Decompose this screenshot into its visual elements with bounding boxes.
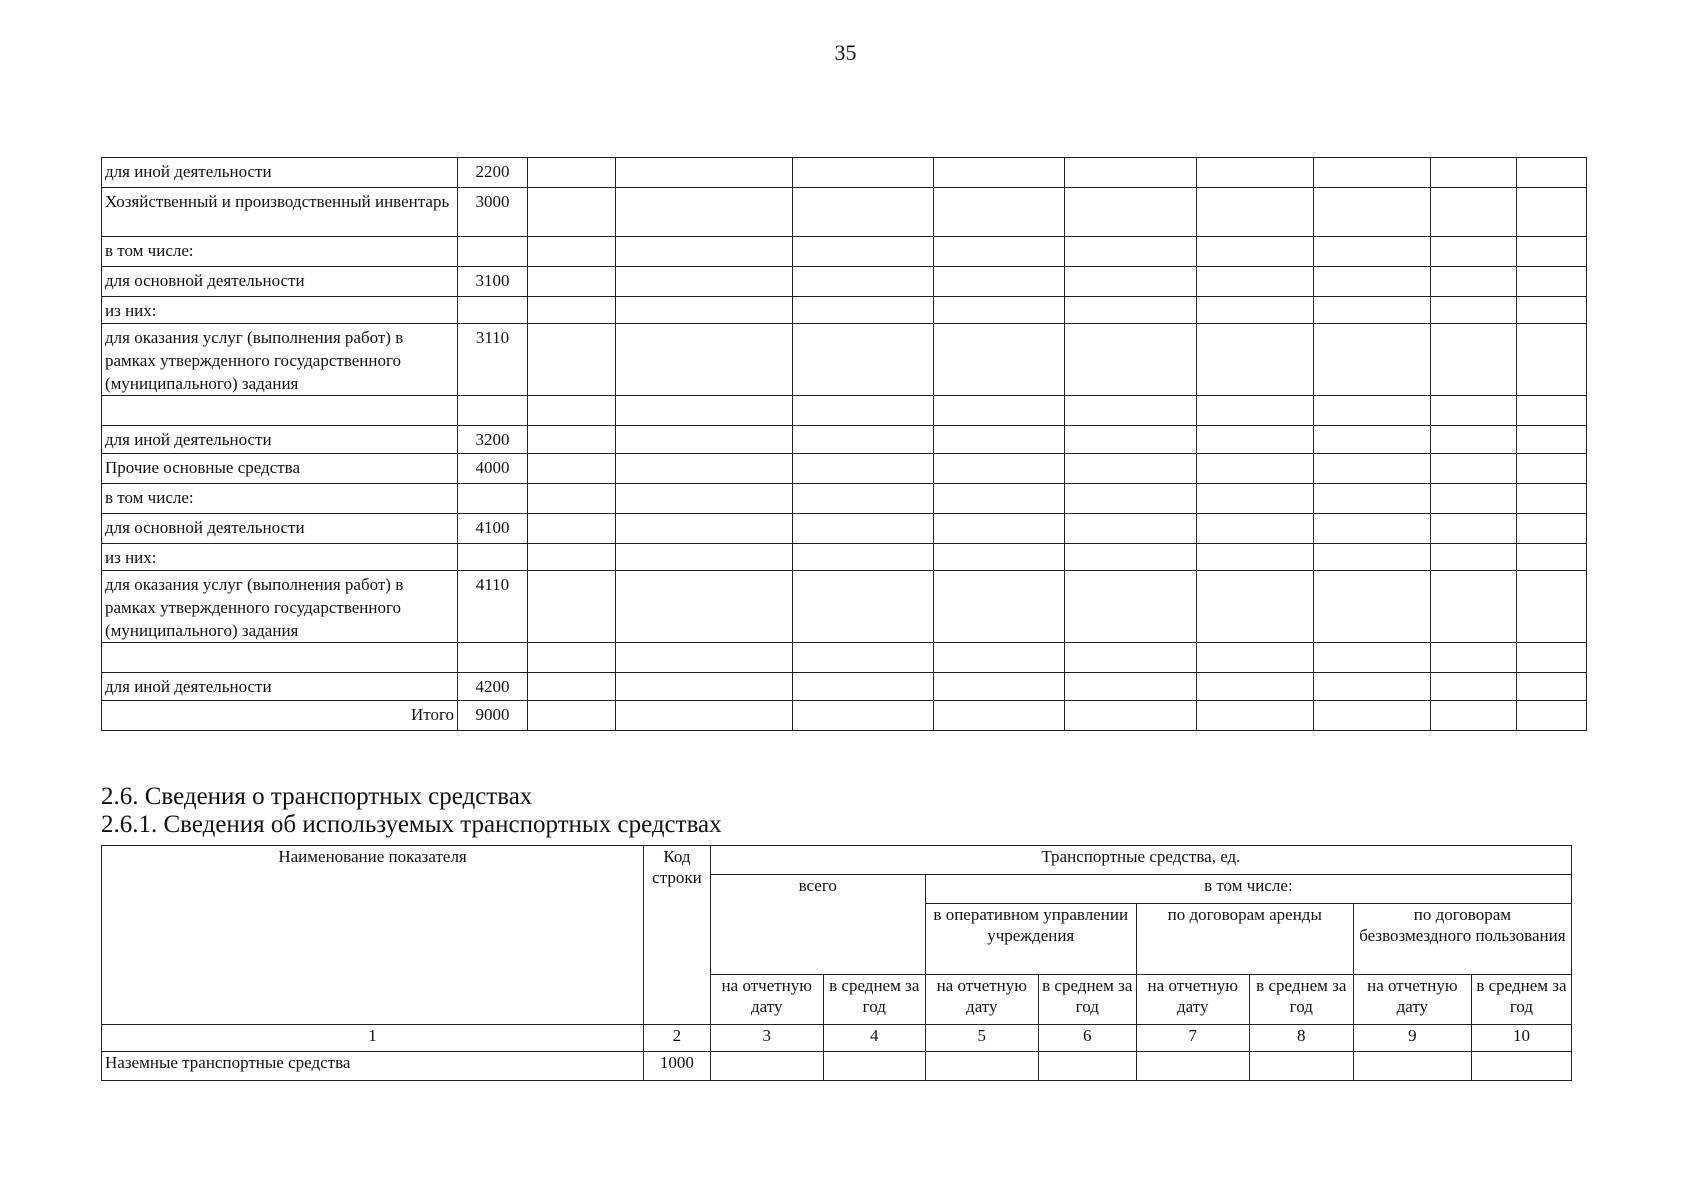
- value-cell: [934, 514, 1065, 544]
- value-cell: [528, 158, 616, 188]
- value-cell: [934, 158, 1065, 188]
- column-number: 9: [1353, 1025, 1471, 1052]
- value-cell: [1314, 544, 1431, 571]
- value-cell: [616, 237, 793, 267]
- column-number: 8: [1249, 1025, 1353, 1052]
- row-name: для иной деятельности: [102, 426, 458, 454]
- value-cell: [1517, 297, 1587, 324]
- row-name: для оказания услуг (выполнения работ) в рамках утвержденного государственного (муниципального) задания: [102, 571, 458, 643]
- value-cell: [1065, 426, 1197, 454]
- header-indicator-name: Наименование показателя: [102, 846, 644, 1025]
- value-cell: [1517, 544, 1587, 571]
- value-cell: [934, 188, 1065, 237]
- row-name: Наземные транспортные средства: [102, 1052, 644, 1081]
- value-cell: [934, 237, 1065, 267]
- value-cell: [1431, 673, 1517, 701]
- table-row: [102, 237, 1587, 267]
- row-code: [458, 544, 528, 571]
- value-cell: [528, 514, 616, 544]
- table-row: [102, 514, 1587, 544]
- value-cell: [1431, 701, 1517, 731]
- value-cell: [616, 484, 793, 514]
- value-cell: [1197, 544, 1314, 571]
- value-cell: [1314, 426, 1431, 454]
- value-cell: [528, 571, 616, 643]
- row-name: в том числе:: [102, 237, 458, 267]
- value-cell: [1517, 158, 1587, 188]
- value-cell: [793, 426, 934, 454]
- value-cell: [528, 267, 616, 297]
- assets-table-body: [102, 158, 1587, 731]
- value-cell: [934, 454, 1065, 484]
- value-cell: [1314, 297, 1431, 324]
- row-name: [102, 643, 458, 673]
- value-cell: [1431, 237, 1517, 267]
- value-cell: [528, 188, 616, 237]
- header-on-reporting-date: на отчетную дату: [1136, 975, 1249, 1025]
- value-cell: [1065, 158, 1197, 188]
- value-cell: [528, 396, 616, 426]
- value-cell: [1314, 237, 1431, 267]
- value-cell: [793, 237, 934, 267]
- row-code: [458, 237, 528, 267]
- value-cell: [1431, 484, 1517, 514]
- table-row: [102, 396, 1587, 426]
- table-row: [102, 324, 1587, 396]
- table-row: [102, 297, 1587, 324]
- value-cell: [793, 454, 934, 484]
- row-name: Итого: [102, 701, 458, 731]
- header-vehicles: Транспортные средства, ед.: [710, 846, 1571, 875]
- value-cell: [1197, 158, 1314, 188]
- value-cell: [1065, 544, 1197, 571]
- table-row: [102, 158, 1587, 188]
- column-number: 4: [823, 1025, 925, 1052]
- value-cell: [934, 484, 1065, 514]
- value-cell: [1314, 324, 1431, 396]
- row-code: 9000: [458, 701, 528, 731]
- value-cell: [1197, 514, 1314, 544]
- row-name: из них:: [102, 297, 458, 324]
- value-cell: [925, 1052, 1038, 1081]
- value-cell: [1314, 396, 1431, 426]
- value-cell: [1065, 701, 1197, 731]
- value-cell: [1065, 396, 1197, 426]
- value-cell: [1038, 1052, 1136, 1081]
- value-cell: [616, 643, 793, 673]
- value-cell: [934, 701, 1065, 731]
- value-cell: [1431, 426, 1517, 454]
- value-cell: [793, 484, 934, 514]
- value-cell: [1314, 267, 1431, 297]
- value-cell: [528, 454, 616, 484]
- value-cell: [823, 1052, 925, 1081]
- value-cell: [1065, 673, 1197, 701]
- value-cell: [1517, 454, 1587, 484]
- header-operational-management: в оперативном управлении учреждения: [925, 904, 1136, 975]
- value-cell: [934, 396, 1065, 426]
- section-heading: 2.6. Сведения о транспортных средствах: [101, 783, 533, 810]
- row-name: для оказания услуг (выполнения работ) в рамках утвержденного государственного (муниципального) задания: [102, 324, 458, 396]
- value-cell: [934, 324, 1065, 396]
- value-cell: [1249, 1052, 1353, 1081]
- column-number: 7: [1136, 1025, 1249, 1052]
- value-cell: [1065, 484, 1197, 514]
- value-cell: [1065, 267, 1197, 297]
- value-cell: [793, 643, 934, 673]
- value-cell: [1517, 701, 1587, 731]
- value-cell: [1517, 643, 1587, 673]
- value-cell: [1065, 454, 1197, 484]
- row-name: для основной деятельности: [102, 267, 458, 297]
- value-cell: [1314, 514, 1431, 544]
- value-cell: [528, 544, 616, 571]
- value-cell: [934, 267, 1065, 297]
- value-cell: [1431, 454, 1517, 484]
- value-cell: [1314, 188, 1431, 237]
- header-average-per-year: в среднем за год: [1038, 975, 1136, 1025]
- table-row: [102, 544, 1587, 571]
- table-row: [102, 267, 1587, 297]
- row-code: 4100: [458, 514, 528, 544]
- table-row: [102, 701, 1587, 731]
- value-cell: [1197, 267, 1314, 297]
- value-cell: [710, 1052, 823, 1081]
- column-number: 6: [1038, 1025, 1136, 1052]
- value-cell: [1197, 188, 1314, 237]
- value-cell: [793, 188, 934, 237]
- row-name: для иной деятельности: [102, 673, 458, 701]
- value-cell: [1517, 237, 1587, 267]
- row-code: [458, 396, 528, 426]
- value-cell: [1314, 673, 1431, 701]
- value-cell: [1197, 324, 1314, 396]
- value-cell: [1517, 514, 1587, 544]
- value-cell: [934, 297, 1065, 324]
- value-cell: [793, 324, 934, 396]
- value-cell: [793, 544, 934, 571]
- header-on-reporting-date: на отчетную дату: [1353, 975, 1471, 1025]
- value-cell: [1314, 484, 1431, 514]
- header-on-reporting-date: на отчетную дату: [925, 975, 1038, 1025]
- value-cell: [1314, 158, 1431, 188]
- assets-table: [101, 157, 1587, 731]
- header-total: всего: [710, 875, 925, 975]
- value-cell: [793, 673, 934, 701]
- value-cell: [616, 297, 793, 324]
- value-cell: [1065, 297, 1197, 324]
- value-cell: [1065, 188, 1197, 237]
- value-cell: [1197, 643, 1314, 673]
- value-cell: [616, 267, 793, 297]
- value-cell: [616, 426, 793, 454]
- row-code: 3110: [458, 324, 528, 396]
- value-cell: [528, 324, 616, 396]
- value-cell: [1431, 297, 1517, 324]
- table-row: [102, 484, 1587, 514]
- row-code: 3000: [458, 188, 528, 237]
- value-cell: [1431, 267, 1517, 297]
- value-cell: [528, 426, 616, 454]
- value-cell: [1065, 571, 1197, 643]
- value-cell: [1517, 571, 1587, 643]
- table-row: [102, 1052, 1572, 1081]
- value-cell: [528, 673, 616, 701]
- value-cell: [1197, 701, 1314, 731]
- value-cell: [616, 396, 793, 426]
- value-cell: [1314, 454, 1431, 484]
- value-cell: [1314, 701, 1431, 731]
- row-code: 1000: [644, 1052, 711, 1081]
- value-cell: [1314, 571, 1431, 643]
- value-cell: [1431, 158, 1517, 188]
- value-cell: [1431, 571, 1517, 643]
- table-row: [102, 426, 1587, 454]
- value-cell: [528, 237, 616, 267]
- page-number: 35: [834, 40, 857, 65]
- table-row: [102, 643, 1587, 673]
- value-cell: [1431, 643, 1517, 673]
- column-number: 5: [925, 1025, 1038, 1052]
- value-cell: [528, 484, 616, 514]
- header-including: в том числе:: [925, 875, 1571, 904]
- table-row: [102, 454, 1587, 484]
- value-cell: [1517, 188, 1587, 237]
- value-cell: [793, 396, 934, 426]
- row-code: [458, 297, 528, 324]
- header-on-reporting-date: на отчетную дату: [710, 975, 823, 1025]
- value-cell: [616, 544, 793, 571]
- header-average-per-year: в среднем за год: [1471, 975, 1571, 1025]
- row-name: Хозяйственный и производственный инвентарь: [102, 188, 458, 237]
- value-cell: [1197, 396, 1314, 426]
- value-cell: [1471, 1052, 1571, 1081]
- subsection-heading: 2.6.1. Сведения об используемых транспортных средствах: [101, 811, 722, 838]
- value-cell: [793, 571, 934, 643]
- column-number: 10: [1471, 1025, 1571, 1052]
- value-cell: [793, 267, 934, 297]
- value-cell: [1431, 324, 1517, 396]
- table-row: [102, 571, 1587, 643]
- value-cell: [1431, 514, 1517, 544]
- value-cell: [934, 571, 1065, 643]
- value-cell: [1136, 1052, 1249, 1081]
- row-name: [102, 396, 458, 426]
- header-free-use: по договорам безвозмездного пользования: [1353, 904, 1571, 975]
- value-cell: [793, 514, 934, 544]
- row-code: 4200: [458, 673, 528, 701]
- value-cell: [1065, 237, 1197, 267]
- value-cell: [1431, 188, 1517, 237]
- value-cell: [1517, 267, 1587, 297]
- value-cell: [616, 188, 793, 237]
- transport-table: [101, 845, 1572, 1081]
- value-cell: [528, 643, 616, 673]
- header-line-code: Код строки: [644, 846, 711, 1025]
- value-cell: [1197, 426, 1314, 454]
- value-cell: [1065, 643, 1197, 673]
- value-cell: [1197, 237, 1314, 267]
- row-code: 4110: [458, 571, 528, 643]
- table-row: [102, 673, 1587, 701]
- row-code: [458, 643, 528, 673]
- value-cell: [616, 158, 793, 188]
- value-cell: [1314, 643, 1431, 673]
- column-number: 2: [644, 1025, 711, 1052]
- value-cell: [793, 701, 934, 731]
- row-name: в том числе:: [102, 484, 458, 514]
- value-cell: [1517, 484, 1587, 514]
- value-cell: [1065, 324, 1197, 396]
- value-cell: [934, 544, 1065, 571]
- value-cell: [793, 158, 934, 188]
- row-code: 4000: [458, 454, 528, 484]
- row-name: из них:: [102, 544, 458, 571]
- row-code: 3200: [458, 426, 528, 454]
- value-cell: [1517, 673, 1587, 701]
- value-cell: [616, 454, 793, 484]
- value-cell: [616, 324, 793, 396]
- value-cell: [934, 673, 1065, 701]
- value-cell: [528, 701, 616, 731]
- column-number: 3: [710, 1025, 823, 1052]
- value-cell: [1431, 396, 1517, 426]
- table-row: [102, 188, 1587, 237]
- value-cell: [1197, 297, 1314, 324]
- value-cell: [616, 514, 793, 544]
- value-cell: [1197, 571, 1314, 643]
- column-number: 1: [102, 1025, 644, 1052]
- value-cell: [1197, 673, 1314, 701]
- value-cell: [1065, 514, 1197, 544]
- value-cell: [528, 297, 616, 324]
- row-name: для основной деятельности: [102, 514, 458, 544]
- row-code: 3100: [458, 267, 528, 297]
- value-cell: [1431, 544, 1517, 571]
- value-cell: [1197, 484, 1314, 514]
- value-cell: [616, 673, 793, 701]
- header-average-per-year: в среднем за год: [823, 975, 925, 1025]
- value-cell: [1353, 1052, 1471, 1081]
- row-code: 2200: [458, 158, 528, 188]
- value-cell: [1517, 426, 1587, 454]
- row-code: [458, 484, 528, 514]
- value-cell: [616, 701, 793, 731]
- header-average-per-year: в среднем за год: [1249, 975, 1353, 1025]
- value-cell: [934, 643, 1065, 673]
- row-name: Прочие основные средства: [102, 454, 458, 484]
- header-lease-agreements: по договорам аренды: [1136, 904, 1353, 975]
- value-cell: [793, 297, 934, 324]
- value-cell: [1517, 396, 1587, 426]
- value-cell: [616, 571, 793, 643]
- value-cell: [934, 426, 1065, 454]
- value-cell: [1197, 454, 1314, 484]
- row-name: для иной деятельности: [102, 158, 458, 188]
- value-cell: [1517, 324, 1587, 396]
